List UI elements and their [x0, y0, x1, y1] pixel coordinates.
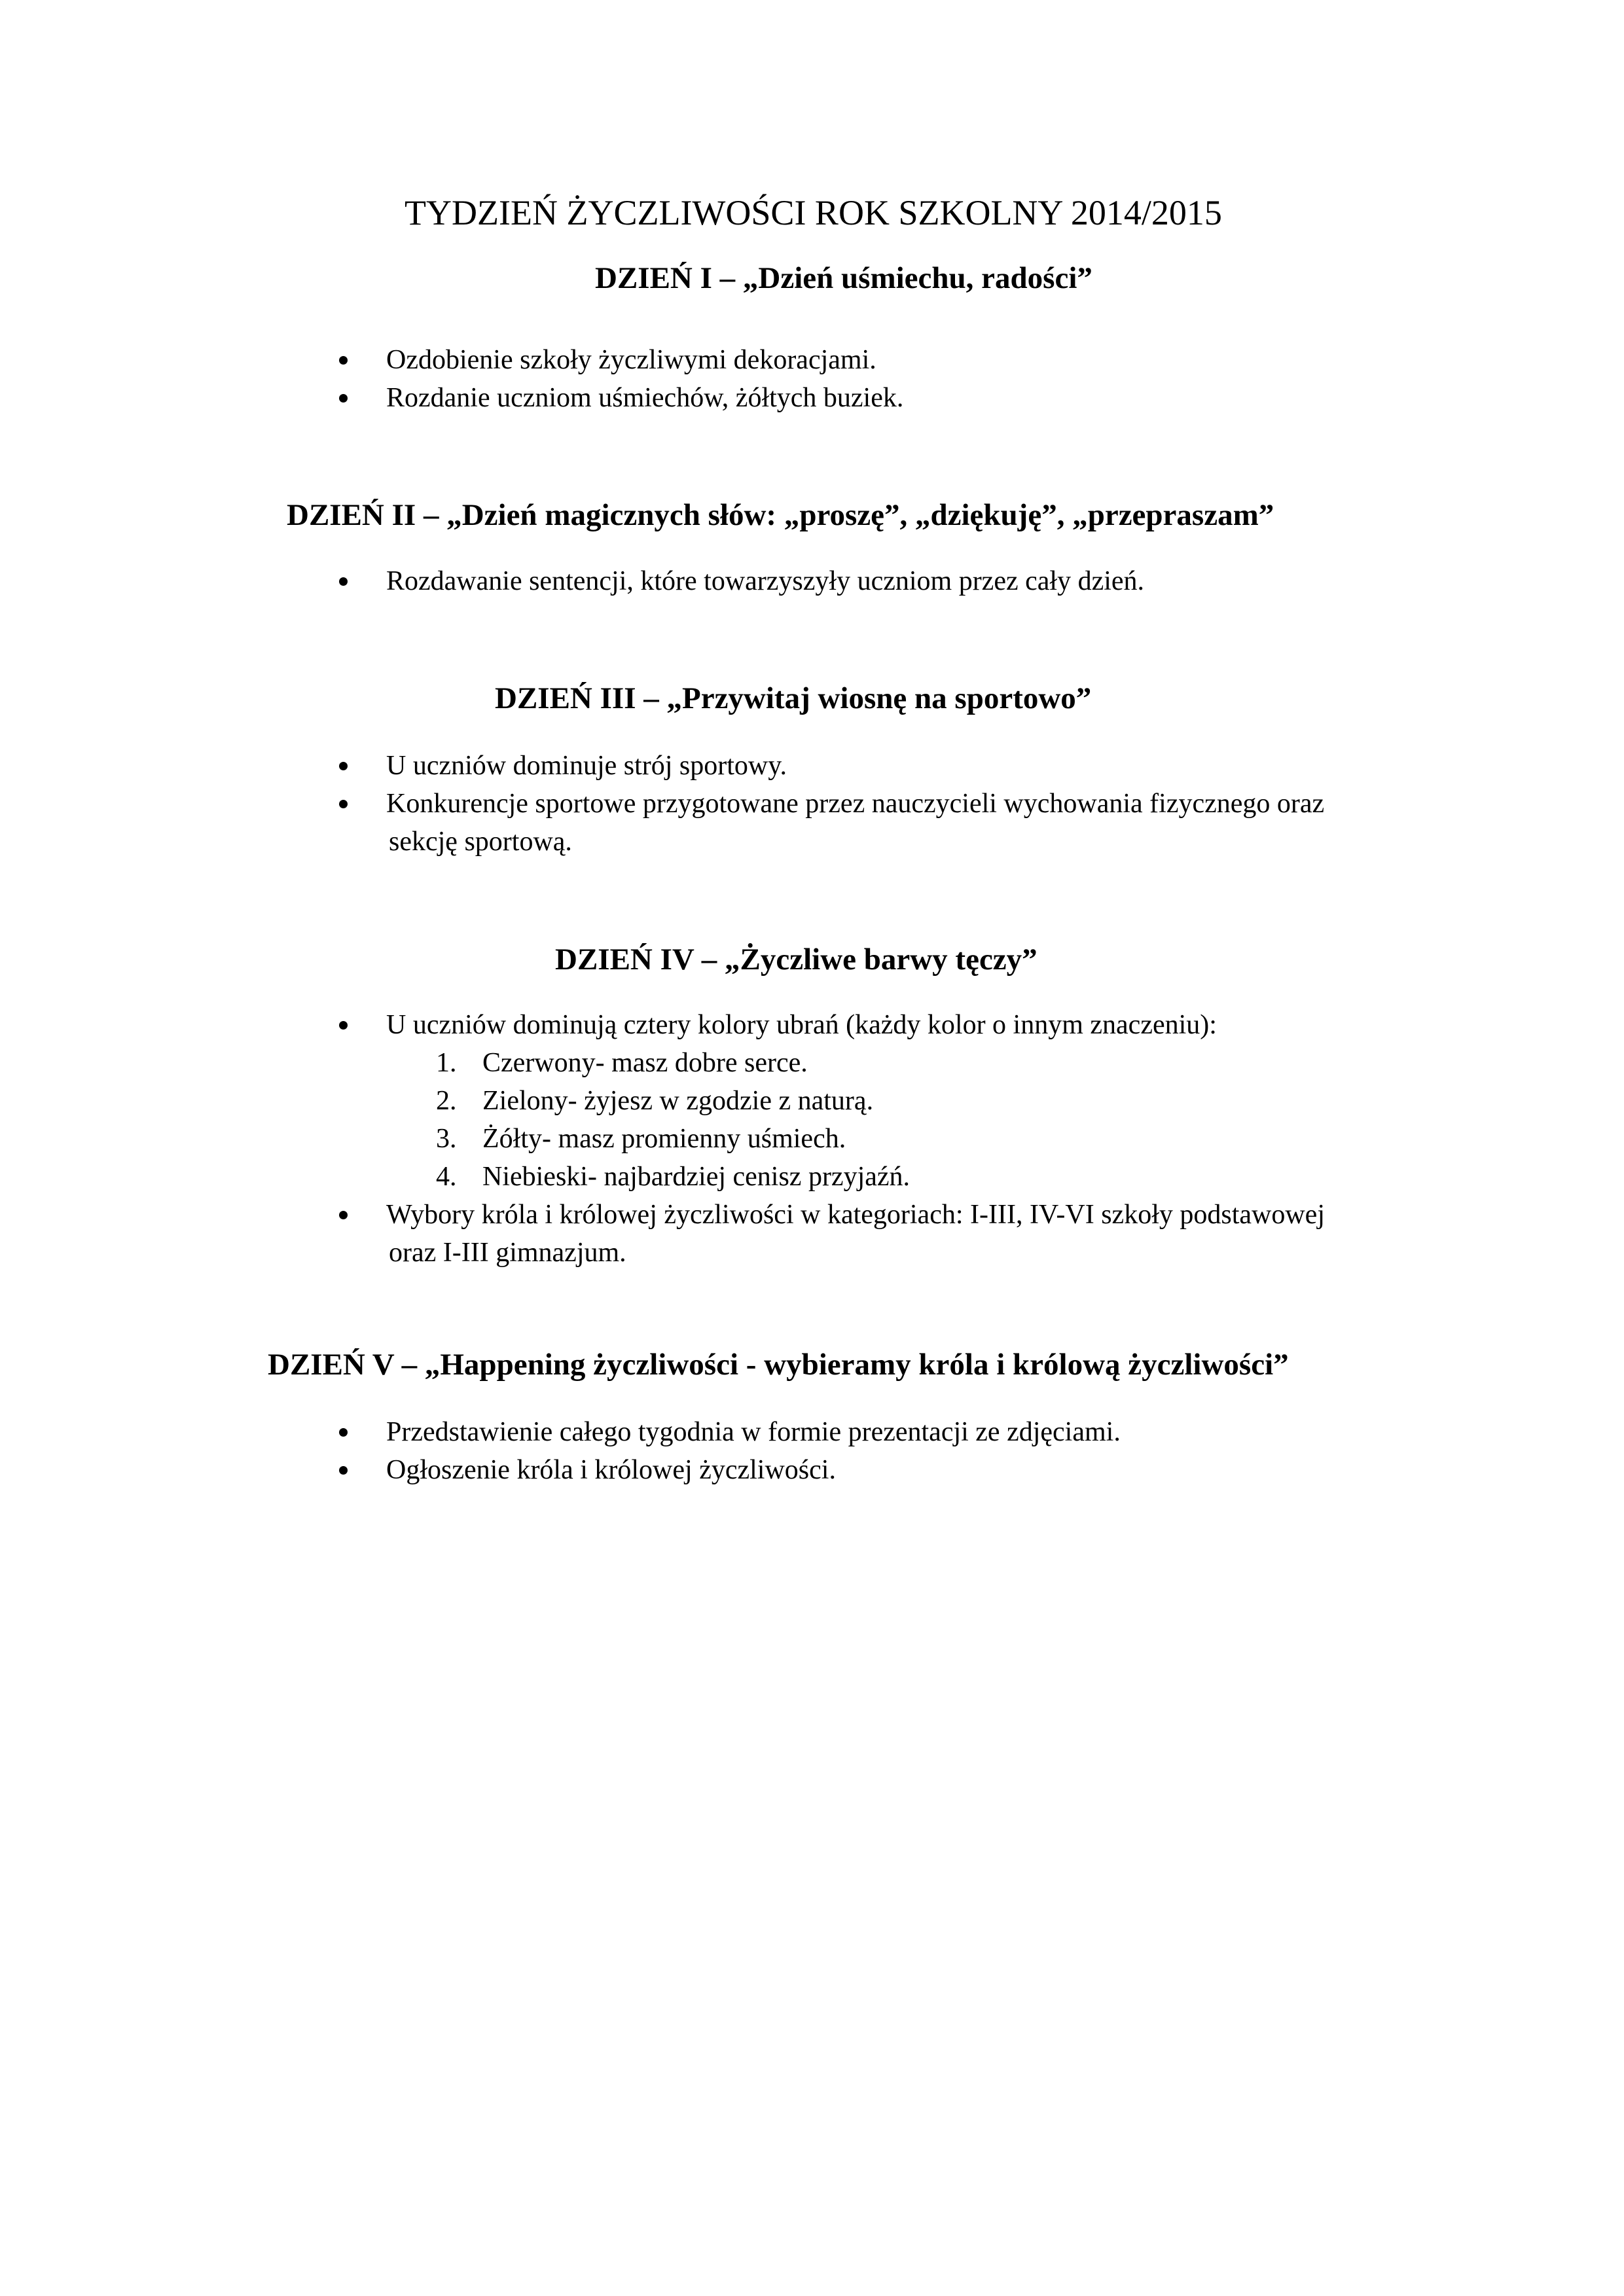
numbered-text: Żółty- masz promienny uśmiech. — [482, 1124, 846, 1154]
number-marker: 3. — [436, 1124, 457, 1154]
bullet-text: Rozdawanie sentencji, które towarzyszyły uczniom przez cały dzień. — [386, 566, 1145, 596]
day-4-bullet-list — [0, 1006, 1217, 1044]
day-5-bullet-list — [0, 1413, 1121, 1489]
bullet-icon — [339, 1466, 348, 1475]
day-1-bullet-list — [0, 341, 903, 417]
bullet-icon — [339, 394, 348, 403]
bullet-icon — [339, 356, 348, 365]
day-2-title: DZIEŃ II – „Dzień magicznych słów: „proszę”, „dziękuję”, „przepraszam” — [287, 498, 1274, 532]
day-4-color-list — [0, 1044, 910, 1196]
day-5-title: DZIEŃ V – „Happening życzliwości - wybieramy króla i królową życzliwości” — [268, 1348, 1289, 1382]
numbered-item — [0, 1082, 910, 1120]
day-4-title: DZIEŃ IV – „Życzliwe barwy tęczy” — [555, 942, 1038, 977]
bullet-icon — [339, 577, 348, 586]
bullet-text-continuation: oraz I-III gimnazjum. — [389, 1238, 626, 1268]
bullet-text: Wybory króla i królowej życzliwości w kategoriach: I-III, IV-VI szkoły podstawowej — [386, 1200, 1325, 1230]
numbered-text: Niebieski- najbardziej cenisz przyjaźń. — [482, 1162, 911, 1192]
day-3-title: DZIEŃ III – „Przywitaj wiosnę na sportowo” — [495, 681, 1092, 715]
list-item — [0, 562, 1144, 600]
list-item — [0, 341, 903, 379]
bullet-icon — [339, 1211, 348, 1219]
day-4-bullet-list-continued — [0, 1196, 1325, 1272]
bullet-text: U uczniów dominują cztery kolory ubrań (każdy kolor o innym znaczeniu): — [386, 1010, 1217, 1040]
number-marker: 2. — [436, 1086, 457, 1116]
bullet-text-continuation: sekcję sportową. — [389, 827, 572, 857]
numbered-text: Zielony- żyjesz w zgodzie z naturą. — [482, 1086, 874, 1116]
day-2-bullet-list — [0, 562, 1144, 600]
bullet-icon — [339, 1428, 348, 1437]
bullet-text: Ozdobienie szkoły życzliwymi dekoracjami. — [386, 345, 876, 375]
bullet-text: Ogłoszenie króla i królowej życzliwości. — [386, 1455, 836, 1485]
list-item — [0, 747, 1324, 785]
day-3-bullet-list — [0, 747, 1324, 861]
document-title: TYDZIEŃ ŻYCZLIWOŚCI ROK SZKOLNY 2014/2015 — [405, 193, 1222, 232]
list-item — [0, 785, 1324, 861]
day-1-title: DZIEŃ I – „Dzień uśmiechu, radości” — [595, 261, 1092, 295]
numbered-item — [0, 1120, 910, 1158]
bullet-icon — [339, 1021, 348, 1030]
list-item — [0, 1413, 1121, 1451]
list-item — [0, 1451, 1121, 1489]
bullet-text: Przedstawienie całego tygodnia w formie prezentacji ze zdjęciami. — [386, 1417, 1121, 1447]
number-marker: 1. — [436, 1048, 457, 1078]
numbered-item — [0, 1044, 910, 1082]
list-item — [0, 379, 903, 417]
bullet-icon — [339, 762, 348, 770]
numbered-item — [0, 1158, 910, 1196]
bullet-text: Rozdanie uczniom uśmiechów, żółtych buziek. — [386, 383, 904, 413]
bullet-icon — [339, 800, 348, 808]
number-marker: 4. — [436, 1162, 457, 1192]
bullet-text: Konkurencje sportowe przygotowane przez nauczycieli wychowania fizycznego oraz — [386, 789, 1325, 819]
list-item — [0, 1196, 1325, 1272]
numbered-text: Czerwony- masz dobre serce. — [482, 1048, 808, 1078]
bullet-text: U uczniów dominuje strój sportowy. — [386, 751, 787, 781]
list-item — [0, 1006, 1217, 1044]
